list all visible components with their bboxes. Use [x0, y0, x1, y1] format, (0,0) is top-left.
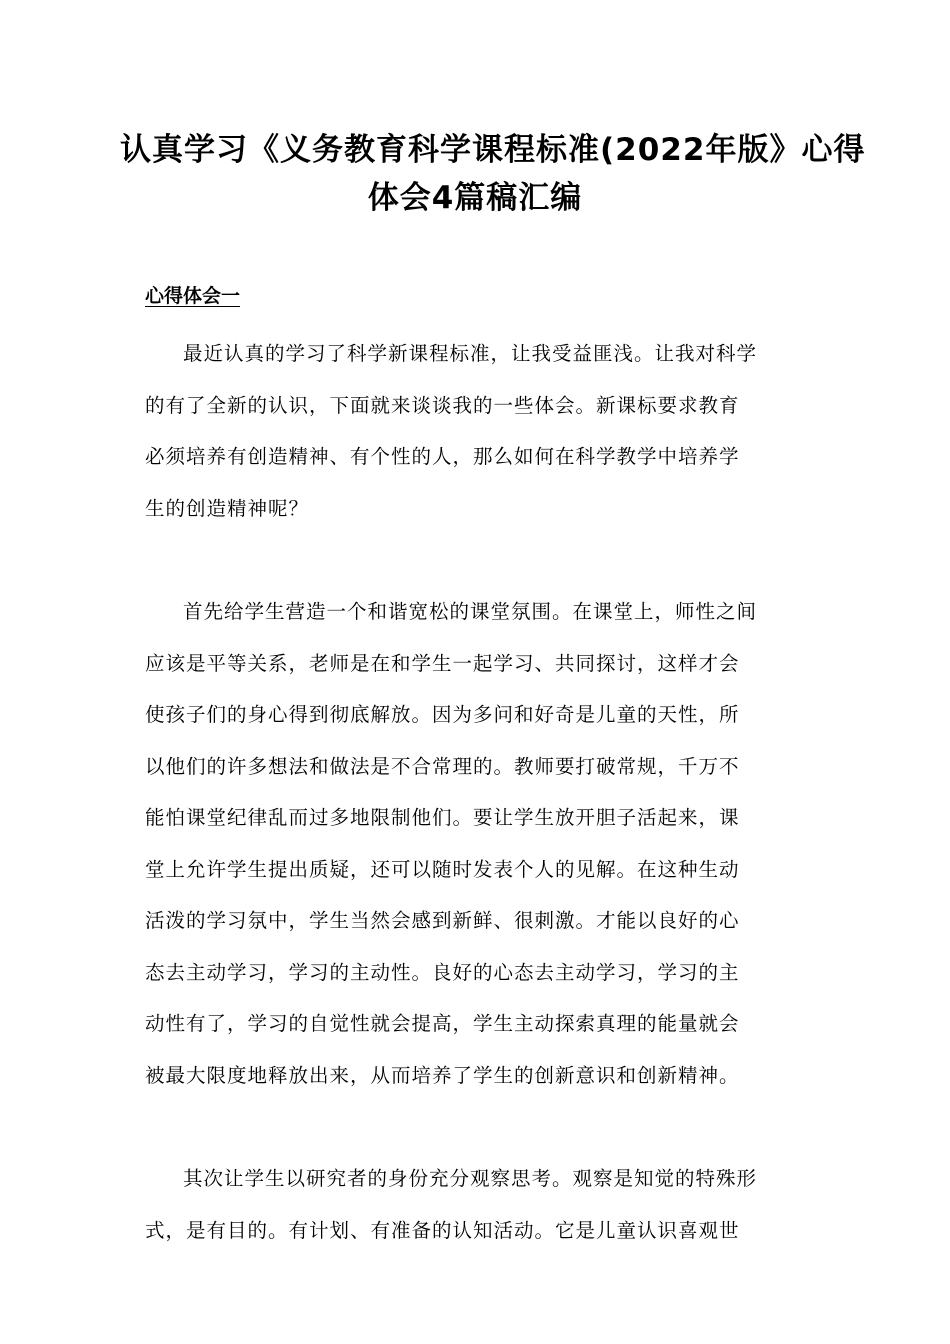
paragraph-line: 态去主动学习，学习的主动性。良好的心态去主动学习，学习的主: [145, 960, 740, 984]
document-title: [120, 126, 866, 222]
paragraph-line: 堂上允许学生提出质疑，还可以随时发表个人的见解。在这种生动: [145, 857, 740, 881]
paragraph-line: 必须培养有创造精神、有个性的人，那么如何在科学教学中培养学: [145, 445, 740, 468]
paragraph-line: 以他们的许多想法和做法是不合常理的。教师要打破常规，千万不: [145, 754, 740, 778]
paragraph-1: [145, 328, 810, 534]
paragraph-line: 式，是有目的。有计划、有准备的认知活动。它是儿童认识喜观世: [145, 1218, 740, 1242]
paragraph-line: 能怕课堂纪律乱而过多地限制他们。要让学生放开胆子活起来，课: [145, 806, 740, 829]
paragraph-line: 首先给学生营造一个和谐宽松的课堂氛围。在课堂上，师性之间: [183, 600, 758, 623]
paragraph-spacer: [145, 1101, 810, 1153]
paragraph-3: [145, 1153, 810, 1256]
paragraph-line: 动性有了，学习的自觉性就会提高，学生主动探索真理的能量就会: [145, 1012, 740, 1035]
paragraph-line: 活泼的学习氛中，学生当然会感到新鲜、很刺激。才能以良好的心: [145, 909, 740, 932]
paragraph-line: 其次让学生以研究者的身份充分观察思考。观察是知觉的特殊形: [183, 1167, 758, 1190]
paragraph-line: 最近认真的学习了科学新课程标准，让我受益匪浅。让我对科学: [183, 342, 758, 365]
paragraph-2: [145, 586, 810, 1101]
document-body: [145, 281, 810, 1256]
paragraph-line: 应该是平等关系，老师是在和学生一起学习、共同探讨，这样才会: [145, 651, 740, 675]
section-heading: 心得体会一: [145, 285, 241, 307]
title-line-2: 体会4篇稿汇编: [367, 180, 583, 216]
title-line-1: 认真学习《义务教育科学课程标准(2022年版》心得: [120, 132, 866, 168]
paragraph-line: 使孩子们的身心得到彻底解放。因为多问和好奇是儿童的天性，所: [145, 703, 740, 726]
paragraph-line: 生的创造精神呢？: [145, 496, 310, 520]
paragraph-line: 被最大限度地释放出来，从而培养了学生的创新意识和创新精神。: [145, 1063, 740, 1087]
paragraph-line: 的有了全新的认识，下面就来谈谈我的一些体会。新课标要求教育: [145, 393, 740, 417]
paragraph-spacer: [145, 534, 810, 586]
